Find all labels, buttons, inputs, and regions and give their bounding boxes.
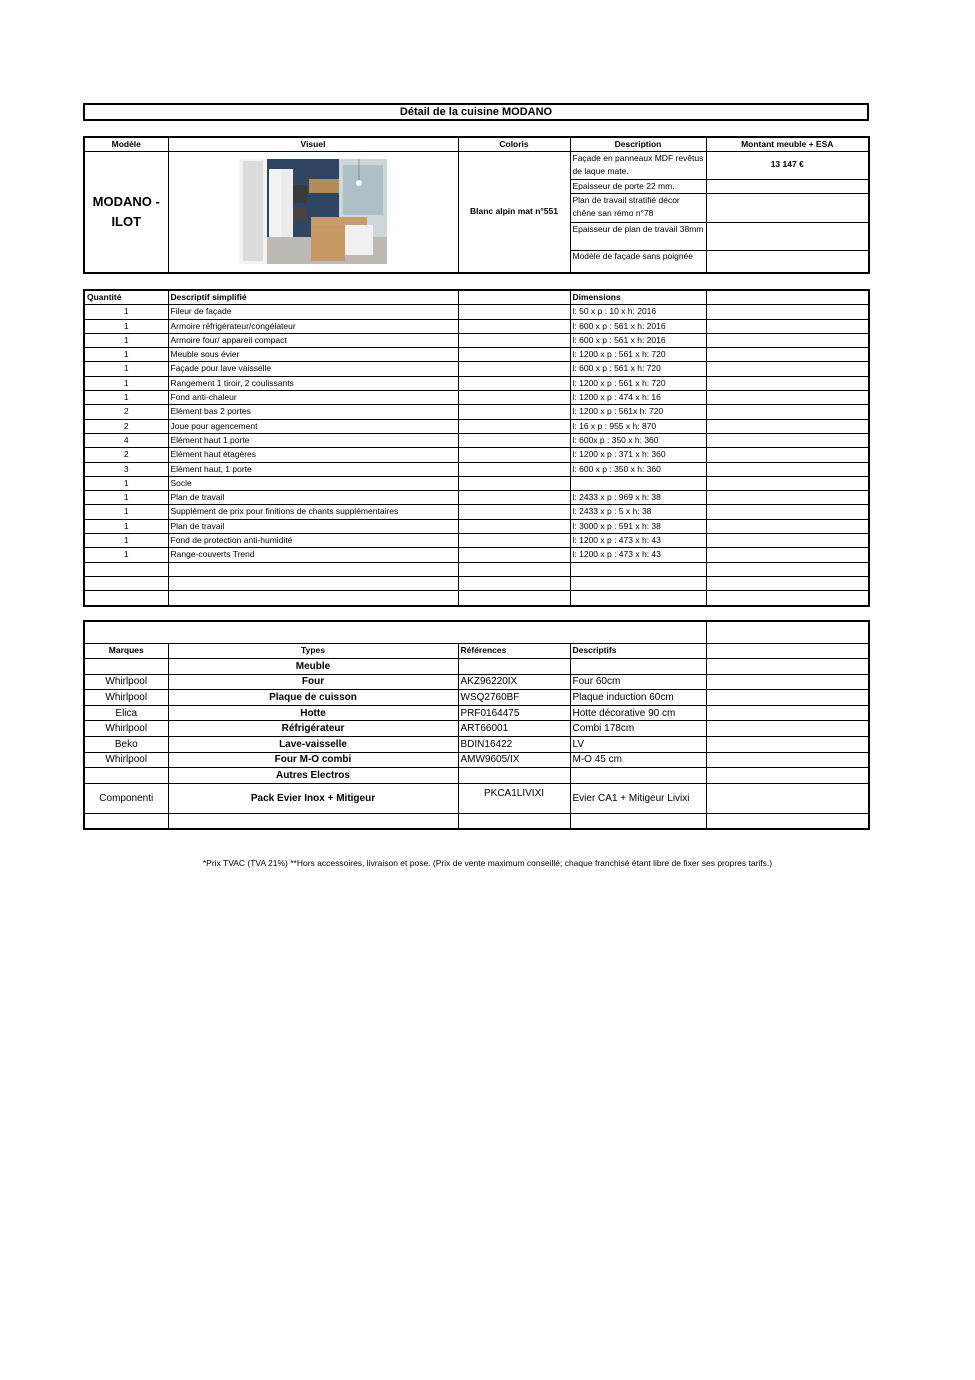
- empty-cell: [458, 405, 570, 419]
- empty-cell: [706, 768, 869, 784]
- reference-cell: AKZ96220IX: [458, 674, 570, 690]
- appliances-table: [83, 620, 870, 830]
- table-row: [84, 813, 869, 829]
- descriptif-cell: Plaque induction 60cm: [570, 690, 706, 706]
- empty-cell: [458, 576, 570, 590]
- empty-cell: [84, 659, 168, 675]
- empty-cell: [706, 419, 869, 433]
- empty-cell: [706, 319, 869, 333]
- section-row: [84, 659, 869, 675]
- description-cell: Elément bas 2 portes: [168, 405, 458, 419]
- footnote: *Prix TVAC (TVA 21%) **Hors accessoires, livraison et pose. (Prix de vente maximum conseillé; chaque franchisé étant libre de fixer ses propres tarifs.): [202, 858, 773, 868]
- description-cell: Range-couverts Trend: [168, 548, 458, 562]
- appliances-header-row: [84, 643, 869, 659]
- table-row: [84, 721, 869, 737]
- items-table: [83, 289, 870, 607]
- description-line: Façade en panneaux MDF revêtus de laque mate.: [570, 152, 706, 180]
- dimension-cell: l: 1200 x p : 561x h: 720: [570, 405, 706, 419]
- table-row: [84, 348, 869, 362]
- description-cell: Plan de travail: [168, 519, 458, 533]
- qty-cell: 1: [84, 491, 168, 505]
- descriptif-cell: LV: [570, 737, 706, 753]
- dimension-cell: l: 600x p : 350 x h: 360: [570, 433, 706, 447]
- empty-cell: [458, 391, 570, 405]
- header-cell: [458, 290, 570, 305]
- empty-cell: [706, 659, 869, 675]
- type-cell: Réfrigérateur: [168, 721, 458, 737]
- table-row: [84, 333, 869, 347]
- empty-cell: [458, 505, 570, 519]
- descriptif-cell: Four 60cm: [570, 674, 706, 690]
- dimension-cell: l: 600 x p : 350 x h: 360: [570, 462, 706, 476]
- empty-cell: [84, 621, 706, 643]
- empty-cell: [706, 752, 869, 768]
- table-row: [84, 674, 869, 690]
- type-cell: Plaque de cuisson: [168, 690, 458, 706]
- page-title: Détail de la cuisine MODANO: [83, 103, 869, 121]
- header-cell: Descriptif simplifié: [168, 290, 458, 305]
- section-label: Autres Electros: [168, 768, 458, 784]
- description-cell: Meuble sous évier: [168, 348, 458, 362]
- empty-cell: [706, 333, 869, 347]
- brand-cell: Whirlpool: [84, 752, 168, 768]
- model-name: MODANO - ILOT: [84, 152, 168, 273]
- empty-cell: [570, 768, 706, 784]
- brand-cell: Beko: [84, 737, 168, 753]
- empty-cell: [706, 194, 869, 223]
- kitchen-image: [239, 159, 387, 264]
- table-row: [84, 591, 869, 606]
- description-line: Epaisseur de plan de travail 38mm: [570, 223, 706, 251]
- table-row: [84, 419, 869, 433]
- color-cell: Blanc alpin mat n°551: [458, 152, 570, 273]
- empty-cell: [458, 305, 570, 319]
- empty-cell: [458, 491, 570, 505]
- brand-cell: Whirlpool: [84, 674, 168, 690]
- empty-cell: [458, 768, 570, 784]
- table-row: [84, 783, 869, 813]
- header-cell: Coloris: [458, 137, 570, 152]
- descriptif-cell: Evier CA1 + Mitigeur Livixi: [570, 783, 706, 813]
- header-cell: Visuel: [168, 137, 458, 152]
- empty-cell: [570, 659, 706, 675]
- empty-cell: [706, 576, 869, 590]
- empty-cell: [706, 180, 869, 194]
- empty-cell: [706, 534, 869, 548]
- table-row: [84, 752, 869, 768]
- empty-cell: [570, 813, 706, 829]
- description-cell: Fileur de façade: [168, 305, 458, 319]
- descriptif-cell: Combi 178cm: [570, 721, 706, 737]
- descriptif-cell: Hotte décorative 90 cm: [570, 705, 706, 721]
- empty-cell: [458, 448, 570, 462]
- empty-cell: [458, 333, 570, 347]
- qty-cell: 1: [84, 319, 168, 333]
- qty-cell: 1: [84, 391, 168, 405]
- table-row: [84, 690, 869, 706]
- empty-cell: [706, 491, 869, 505]
- table-row: [84, 491, 869, 505]
- empty-cell: [458, 433, 570, 447]
- empty-cell: [706, 348, 869, 362]
- type-cell: Lave-vaisselle: [168, 737, 458, 753]
- dimension-cell: l: 2433 x p : 5 x h: 38: [570, 505, 706, 519]
- empty-cell: [458, 548, 570, 562]
- description-cell: Plan de travail: [168, 491, 458, 505]
- description-cell: Fond anti-chaleur: [168, 391, 458, 405]
- brand-cell: Componenti: [84, 783, 168, 813]
- dimension-cell: l: 1200 x p : 474 x h: 16: [570, 391, 706, 405]
- dimension-cell: l: 600 x p : 561 x h: 2016: [570, 333, 706, 347]
- type-cell: Four: [168, 674, 458, 690]
- table-row: [84, 505, 869, 519]
- empty-cell: [706, 621, 869, 643]
- section-label: Meuble: [168, 659, 458, 675]
- empty-cell: [458, 362, 570, 376]
- table-row: [84, 376, 869, 390]
- empty-cell: [706, 362, 869, 376]
- header-cell: Description: [570, 137, 706, 152]
- description-cell: Façade pour lave vaisselle: [168, 362, 458, 376]
- header-cell: Quantité: [84, 290, 168, 305]
- description-cell: Elément haut, 1 porte: [168, 462, 458, 476]
- description-line: Modèle de façade sans poignée: [570, 251, 706, 273]
- qty-cell: 2: [84, 419, 168, 433]
- empty-cell: [706, 519, 869, 533]
- description-cell: Armoire four/ appareil compact: [168, 333, 458, 347]
- empty-cell: [706, 462, 869, 476]
- empty-cell: [458, 376, 570, 390]
- qty-cell: 2: [84, 405, 168, 419]
- descriptif-cell: M-O 45 cm: [570, 752, 706, 768]
- qty-cell: 1: [84, 548, 168, 562]
- dimension-cell: [570, 476, 706, 490]
- summary-table: [83, 136, 870, 274]
- appliances-top-row: [84, 621, 869, 643]
- header-cell: Types: [168, 643, 458, 659]
- empty-cell: [458, 562, 570, 576]
- empty-cell: [458, 419, 570, 433]
- table-row: [84, 391, 869, 405]
- header-cell: [706, 643, 869, 659]
- description-cell: [168, 576, 458, 590]
- qty-cell: 1: [84, 376, 168, 390]
- table-row: [84, 534, 869, 548]
- items-header-row: [84, 290, 869, 305]
- qty-cell: 1: [84, 534, 168, 548]
- reference-cell: PRF0164475: [458, 705, 570, 721]
- dimension-cell: [570, 591, 706, 606]
- header-cell: Descriptifs: [570, 643, 706, 659]
- table-row: [84, 362, 869, 376]
- empty-cell: [458, 319, 570, 333]
- empty-cell: [706, 591, 869, 606]
- empty-cell: [458, 659, 570, 675]
- empty-cell: [706, 223, 869, 251]
- table-row: [84, 737, 869, 753]
- empty-cell: [458, 348, 570, 362]
- qty-cell: 1: [84, 305, 168, 319]
- description-cell: [168, 562, 458, 576]
- type-cell: Pack Evier Inox + Mitigeur: [168, 783, 458, 813]
- empty-cell: [706, 448, 869, 462]
- description-cell: Elément haut étagères: [168, 448, 458, 462]
- reference-cell: BDIN16422: [458, 737, 570, 753]
- qty-cell: [84, 576, 168, 590]
- qty-cell: 1: [84, 348, 168, 362]
- table-row: [84, 705, 869, 721]
- section-row: [84, 768, 869, 784]
- table-row: [84, 319, 869, 333]
- header-cell: Modèle: [84, 137, 168, 152]
- dimension-cell: [570, 562, 706, 576]
- header-cell: Références: [458, 643, 570, 659]
- empty-cell: [706, 476, 869, 490]
- empty-cell: [706, 562, 869, 576]
- empty-cell: [706, 705, 869, 721]
- empty-cell: [706, 405, 869, 419]
- empty-cell: [706, 690, 869, 706]
- table-row: [84, 562, 869, 576]
- description-line: Plan de travail stratifié décor chêne san rémo n°78: [570, 194, 706, 223]
- empty-cell: [706, 674, 869, 690]
- dimension-cell: l: 3000 x p : 591 x h: 38: [570, 519, 706, 533]
- empty-cell: [458, 462, 570, 476]
- empty-cell: [706, 251, 869, 273]
- dimension-cell: l: 1200 x p : 473 x h: 43: [570, 534, 706, 548]
- dimension-cell: [570, 576, 706, 590]
- qty-cell: 1: [84, 476, 168, 490]
- table-row: [84, 448, 869, 462]
- empty-cell: [706, 391, 869, 405]
- dimension-cell: l: 16 x p : 955 x h: 870: [570, 419, 706, 433]
- dimension-cell: l: 1200 x p : 473 x h: 43: [570, 548, 706, 562]
- dimension-cell: l: 1200 x p : 371 x h: 360: [570, 448, 706, 462]
- qty-cell: 1: [84, 333, 168, 347]
- empty-cell: [458, 534, 570, 548]
- header-cell: Dimensions: [570, 290, 706, 305]
- description-cell: Socle: [168, 476, 458, 490]
- table-row: [84, 476, 869, 490]
- table-row: [84, 305, 869, 319]
- empty-cell: [458, 591, 570, 606]
- table-row: [84, 519, 869, 533]
- qty-cell: 2: [84, 448, 168, 462]
- description-cell: Supplément de prix pour finitions de chants supplémentaires: [168, 505, 458, 519]
- table-row: [84, 433, 869, 447]
- empty-cell: [706, 721, 869, 737]
- type-cell: Four M-O combi: [168, 752, 458, 768]
- dimension-cell: l: 600 x p : 561 x h: 720: [570, 362, 706, 376]
- type-cell: Hotte: [168, 705, 458, 721]
- empty-cell: [458, 813, 570, 829]
- qty-cell: 3: [84, 462, 168, 476]
- description-cell: Elément haut 1 porte: [168, 433, 458, 447]
- empty-cell: [706, 505, 869, 519]
- description-cell: Armoire réfrigérateur/congélateur: [168, 319, 458, 333]
- description-cell: Fond de protection anti-humidité: [168, 534, 458, 548]
- header-cell: Montant meuble + ESA: [706, 137, 869, 152]
- price: 13 147 €: [706, 152, 869, 180]
- qty-cell: [84, 591, 168, 606]
- header-cell: [706, 290, 869, 305]
- qty-cell: 1: [84, 519, 168, 533]
- brand-cell: Whirlpool: [84, 721, 168, 737]
- reference-cell: AMW9605/IX: [458, 752, 570, 768]
- table-row: [84, 405, 869, 419]
- empty-cell: [706, 376, 869, 390]
- brand-cell: Whirlpool: [84, 690, 168, 706]
- dimension-cell: l: 1200 x p : 561 x h: 720: [570, 376, 706, 390]
- qty-cell: 1: [84, 362, 168, 376]
- summary-header-row: [84, 137, 869, 152]
- reference-cell: PKCA1LIVIXI: [458, 783, 570, 813]
- empty-cell: [706, 783, 869, 813]
- dimension-cell: l: 2433 x p : 969 x h: 38: [570, 491, 706, 505]
- table-row: [84, 462, 869, 476]
- reference-cell: ART66001: [458, 721, 570, 737]
- description-line: Epaisseur de porte 22 mm.: [570, 180, 706, 194]
- empty-cell: [706, 433, 869, 447]
- brand-cell: Elica: [84, 705, 168, 721]
- empty-cell: [458, 476, 570, 490]
- dimension-cell: l: 1200 x p : 561 x h: 720: [570, 348, 706, 362]
- kitchen-visual: [168, 152, 458, 273]
- reference-cell: WSQ2760BF: [458, 690, 570, 706]
- empty-cell: [706, 305, 869, 319]
- table-row: [84, 576, 869, 590]
- header-cell: Marques: [84, 643, 168, 659]
- empty-cell: [458, 519, 570, 533]
- description-cell: [168, 591, 458, 606]
- table-row: [84, 548, 869, 562]
- description-cell: Joue pour agencement: [168, 419, 458, 433]
- empty-cell: [706, 548, 869, 562]
- empty-cell: [168, 813, 458, 829]
- description-cell: Rangement 1 tiroir, 2 coulissants: [168, 376, 458, 390]
- qty-cell: [84, 562, 168, 576]
- qty-cell: 4: [84, 433, 168, 447]
- qty-cell: 1: [84, 505, 168, 519]
- empty-cell: [706, 813, 869, 829]
- dimension-cell: l: 600 x p : 561 x h: 2016: [570, 319, 706, 333]
- empty-cell: [84, 813, 168, 829]
- empty-cell: [84, 768, 168, 784]
- empty-cell: [706, 737, 869, 753]
- dimension-cell: l: 50 x p : 10 x h: 2016: [570, 305, 706, 319]
